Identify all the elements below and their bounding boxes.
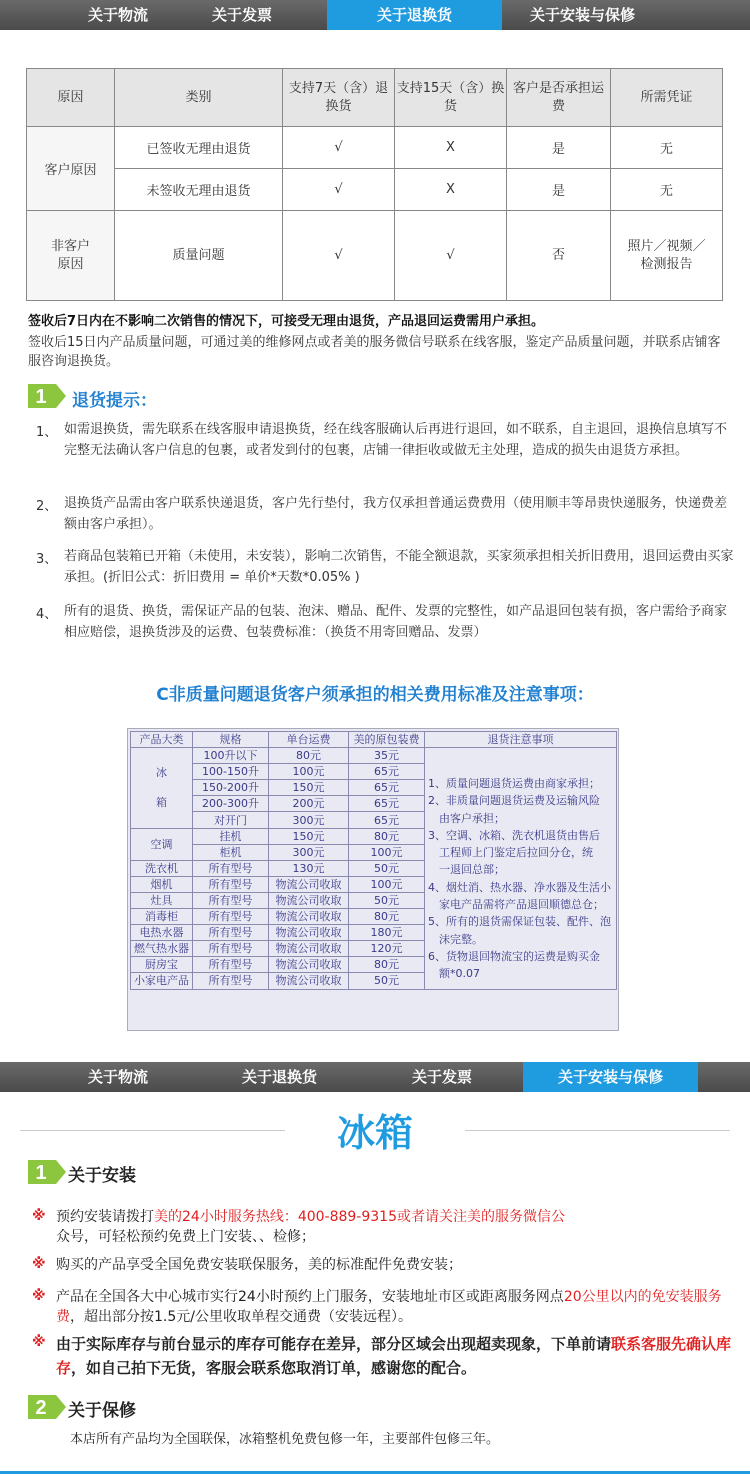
fee-freight: 300元 (269, 844, 349, 860)
fee-cat: 厨房宝 (131, 957, 193, 973)
fee-package: 80元 (349, 957, 425, 973)
warranty-text: 本店所有产品均为全国联保，冰箱整机免费包修一年，主要部件包修三年。 (70, 1432, 500, 1447)
install-hotline: 美的24小时服务热线：400-889-9315或者请关注美的服务微信公 (154, 1209, 565, 1225)
tip-number: 1、 (36, 425, 58, 440)
fee-cat: 灶具 (131, 892, 193, 908)
fee-note-line: 4、烟灶消、热水器、净水器及生活小 (428, 880, 611, 894)
fee-freight: 物流公司收取 (269, 941, 349, 957)
reason-non-customer-text: 非客户原因 (50, 238, 90, 272)
install-item-1-b: 众号，可轻松预约免费上门安装、、检修； (56, 1229, 315, 1245)
cell-category: 质量问题 (115, 211, 283, 301)
tab-logistics-2[interactable]: 关于物流 (87, 1068, 148, 1086)
fee-spec: 100-150升 (193, 764, 269, 780)
reference-mark-icon: ※ (32, 1334, 46, 1350)
tab-invoice[interactable]: 关于发票 (211, 6, 272, 24)
tab-returns[interactable]: 关于退换货 (327, 0, 502, 30)
fee-spec: 150-200升 (193, 780, 269, 796)
fee-spec: 所有型号 (193, 909, 269, 925)
tip-number: 4、 (36, 607, 58, 622)
header-freight: 客户是否承担运费 (507, 69, 611, 127)
fee-table-panel (127, 728, 619, 1031)
fee-note-line: 家电产品需将产品退回顺德总仓； (428, 898, 604, 912)
tab-install-warranty-2[interactable]: 关于安装与保修 (523, 1062, 698, 1092)
fee-package: 65元 (349, 796, 425, 812)
fee-package: 50元 (349, 892, 425, 908)
fee-package: 50元 (349, 860, 425, 876)
fee-package: 120元 (349, 941, 425, 957)
fee-package: 65元 (349, 780, 425, 796)
header-15day: 支持15天（含）换货 (395, 69, 507, 127)
fee-note-line: 由客户承担； (428, 811, 505, 825)
fee-cat-fridge (131, 748, 193, 828)
fee-spec: 100升以下 (193, 748, 269, 764)
fee-freight: 物流公司收取 (269, 909, 349, 925)
fee-note-line: 6、货物退回物流宝的运费是购买金 (428, 949, 600, 963)
tip-number: 3、 (36, 552, 58, 567)
bottom-divider (0, 1471, 750, 1474)
fee-note-line: 工程师上门鉴定后拉回分仓，统 (428, 846, 593, 860)
tip-text: 如需退换货，需先联系在线客服申请退换货，经在线客服确认后再进行退回，如不联系，自主退回，退换信息填写不完整无法确认客户信息的包裹，或者发到付的包裹，店铺一律拒收或做无主处理，造成的损失由退货方承担。 (64, 422, 728, 458)
install-stock-confirm: 联系客服先确认库存 (56, 1335, 732, 1377)
tab-invoice-2[interactable]: 关于发票 (411, 1068, 472, 1086)
fee-package: 80元 (349, 828, 425, 844)
second-tab-bar (0, 1062, 750, 1092)
cell-15day: X (395, 169, 507, 211)
fee-note-line: 5、所有的退货需保证包装、配件、泡 (428, 915, 611, 929)
tip-number: 2、 (36, 499, 58, 514)
fee-freight: 物流公司收取 (269, 892, 349, 908)
return-policy-table (26, 68, 723, 301)
policy-line-1: 签收后7日内在不影响二次销售的情况下，可接受无理由退货，产品退回运费需用户承担。 (28, 314, 545, 329)
fee-freight: 物流公司收取 (269, 957, 349, 973)
cell-proof-text: 照片／视频／检测报告 (627, 238, 706, 272)
fee-spec: 所有型号 (193, 860, 269, 876)
reference-mark-icon: ※ (32, 1208, 46, 1224)
number-1-icon (28, 1160, 66, 1184)
fee-freight: 200元 (269, 796, 349, 812)
fee-spec: 所有型号 (193, 925, 269, 941)
fee-freight: 150元 (269, 828, 349, 844)
fee-note-line: 2、非质量问题退货运费及运输风险 (428, 794, 600, 808)
fee-freight: 300元 (269, 812, 349, 828)
table-row (27, 127, 723, 169)
cell-freight: 是 (507, 127, 611, 169)
fee-cat: 烟机 (131, 876, 193, 892)
cell-7day: √ (283, 211, 395, 301)
header-proof: 所需凭证 (611, 69, 723, 127)
svg-text:1: 1 (35, 386, 47, 408)
number-1-icon (28, 384, 66, 408)
fee-spec: 所有型号 (193, 973, 269, 989)
header-reason: 原因 (27, 69, 115, 127)
fee-spec: 所有型号 (193, 957, 269, 973)
reason-customer: 客户原因 (27, 127, 115, 211)
reference-mark-icon: ※ (32, 1288, 46, 1304)
cell-7day: √ (283, 127, 395, 169)
fee-package: 100元 (349, 876, 425, 892)
fee-header-freight: 单台运费 (269, 732, 349, 748)
fee-notes (428, 775, 618, 983)
fee-spec: 所有型号 (193, 876, 269, 892)
fee-spec: 200-300升 (193, 796, 269, 812)
cell-15day: X (395, 127, 507, 169)
cell-15day: √ (395, 211, 507, 301)
fee-package: 80元 (349, 909, 425, 925)
fee-note-line: 1、质量问题退货运费由商家承担； (428, 777, 600, 790)
fee-cat-fridge-b: 箱 (156, 796, 167, 810)
cell-proof: 无 (611, 169, 723, 211)
install-item-4 (56, 1332, 736, 1380)
top-tab-bar (0, 0, 750, 30)
tip-text: 若商品包装箱已开箱（未使用，未安装），影响二次销售，不能全额退款，买家须承担相关折旧费用，退回运费由买家承担。(折旧公式：折旧费用 = 单价*天数*0.05% ) (64, 549, 734, 585)
fee-cat: 洗衣机 (131, 860, 193, 876)
policy-line-2: 签收后15日内产品质量问题，可通过美的维修网点或者美的服务微信号联系在线客服，鉴定产品质量问题，并联系店铺客服咨询退换货。 (28, 335, 721, 369)
tab-returns-2[interactable]: 关于退换货 (241, 1068, 317, 1086)
fee-freight: 80元 (269, 748, 349, 764)
fee-freight: 物流公司收取 (269, 876, 349, 892)
install-item-4-b: ，如自己拍下无货，客服会联系您取消订单，感谢您的配合。 (71, 1359, 477, 1377)
fee-cat-fridge-a: 冰 (156, 766, 167, 780)
fee-note-line: 3、空调、冰箱、洗衣机退货由售后 (428, 828, 600, 842)
install-item-3-b: ，超出部分按1.5元/公里收取单程交通费（安装远程）。 (70, 1309, 412, 1325)
fee-package: 65元 (349, 812, 425, 828)
cell-proof: 无 (611, 127, 723, 169)
cell-7day: √ (283, 169, 395, 211)
install-free-range: 20公里以内的免安装服务费 (56, 1289, 722, 1325)
number-2-icon (28, 1395, 66, 1419)
table-row (131, 748, 617, 764)
fee-package: 65元 (349, 764, 425, 780)
table-row (27, 211, 723, 301)
install-item-3 (56, 1287, 736, 1327)
fee-header-spec: 规格 (193, 732, 269, 748)
reason-non-customer (27, 211, 115, 301)
fee-note-line: 额*0.07 (428, 967, 480, 981)
header-7day: 支持7天（含）退换货 (283, 69, 395, 127)
fee-cat: 燃气热水器 (131, 941, 193, 957)
cell-proof (611, 211, 723, 301)
fee-spec: 柜机 (193, 844, 269, 860)
fee-freight: 物流公司收取 (269, 925, 349, 941)
fee-package: 100元 (349, 844, 425, 860)
install-item-3-a: 产品在全国各大中心城市实行24小时预约上门服务，安装地址市区或距离服务网点 (56, 1289, 564, 1305)
fee-note-line: 沫完整。 (428, 932, 483, 946)
header-category: 类别 (115, 69, 283, 127)
fee-cat: 小家电产品 (131, 973, 193, 989)
fee-package: 35元 (349, 748, 425, 764)
fee-note-line: 一退回总部； (428, 863, 505, 877)
fee-package: 50元 (349, 973, 425, 989)
fridge-title: 冰箱 (336, 1111, 413, 1155)
fee-spec: 所有型号 (193, 892, 269, 908)
tips-title: 退货提示： (72, 391, 157, 411)
fee-cat-ac: 空调 (131, 828, 193, 860)
tab-install-warranty[interactable]: 关于安装与保修 (529, 6, 635, 24)
svg-text:2: 2 (35, 1397, 47, 1419)
install-item-4-a: 由于实际库存与前台显示的库存可能存在差异，部分区域会出现超卖现象，下单前请 (56, 1335, 612, 1353)
table-row (27, 169, 723, 211)
warranty-title: 关于保修 (68, 1401, 136, 1421)
fee-freight: 130元 (269, 860, 349, 876)
reference-mark-icon: ※ (32, 1256, 46, 1272)
install-item-2: 购买的产品享受全国免费安装联保服务，美的标准配件免费安装； (56, 1257, 462, 1273)
tip-text: 退换货产品需由客户联系快递退货，客户先行垫付，我方仅承担普通运费费用（使用顺丰等昂贵快递服务，快递费差额由客户承担）。 (64, 496, 728, 532)
fee-section-title: C非质量问题退货客户须承担的相关费用标准及注意事项： (156, 685, 594, 705)
fee-spec: 对开门 (193, 812, 269, 828)
fee-freight: 物流公司收取 (269, 973, 349, 989)
svg-text:1: 1 (35, 1162, 47, 1184)
install-item-1-a: 预约安装请拨打 (56, 1209, 154, 1225)
fee-package: 180元 (349, 925, 425, 941)
cell-category: 未签收无理由退货 (115, 169, 283, 211)
fee-header-package: 美的原包装费 (349, 732, 425, 748)
cell-freight: 是 (507, 169, 611, 211)
tip-text: 所有的退货、换货，需保证产品的包装、泡沫、赠品、配件、发票的完整性，如产品退回包装有损，客户需给予商家相应赔偿，退换货涉及的运费、包装费标准：（换货不用寄回赠品、发票） (64, 604, 728, 640)
tab-logistics[interactable]: 关于物流 (87, 6, 148, 24)
fee-header-category: 产品大类 (131, 732, 193, 748)
install-title: 关于安装 (68, 1166, 136, 1186)
install-item-1 (56, 1207, 736, 1247)
fee-spec: 挂机 (193, 828, 269, 844)
cell-category: 已签收无理由退货 (115, 127, 283, 169)
fee-cat: 电热水器 (131, 925, 193, 941)
fee-cat: 消毒柜 (131, 909, 193, 925)
fee-header-notes: 退货注意事项 (425, 732, 617, 748)
fee-spec: 所有型号 (193, 941, 269, 957)
fee-freight: 150元 (269, 780, 349, 796)
cell-freight: 否 (507, 211, 611, 301)
fee-freight: 100元 (269, 764, 349, 780)
